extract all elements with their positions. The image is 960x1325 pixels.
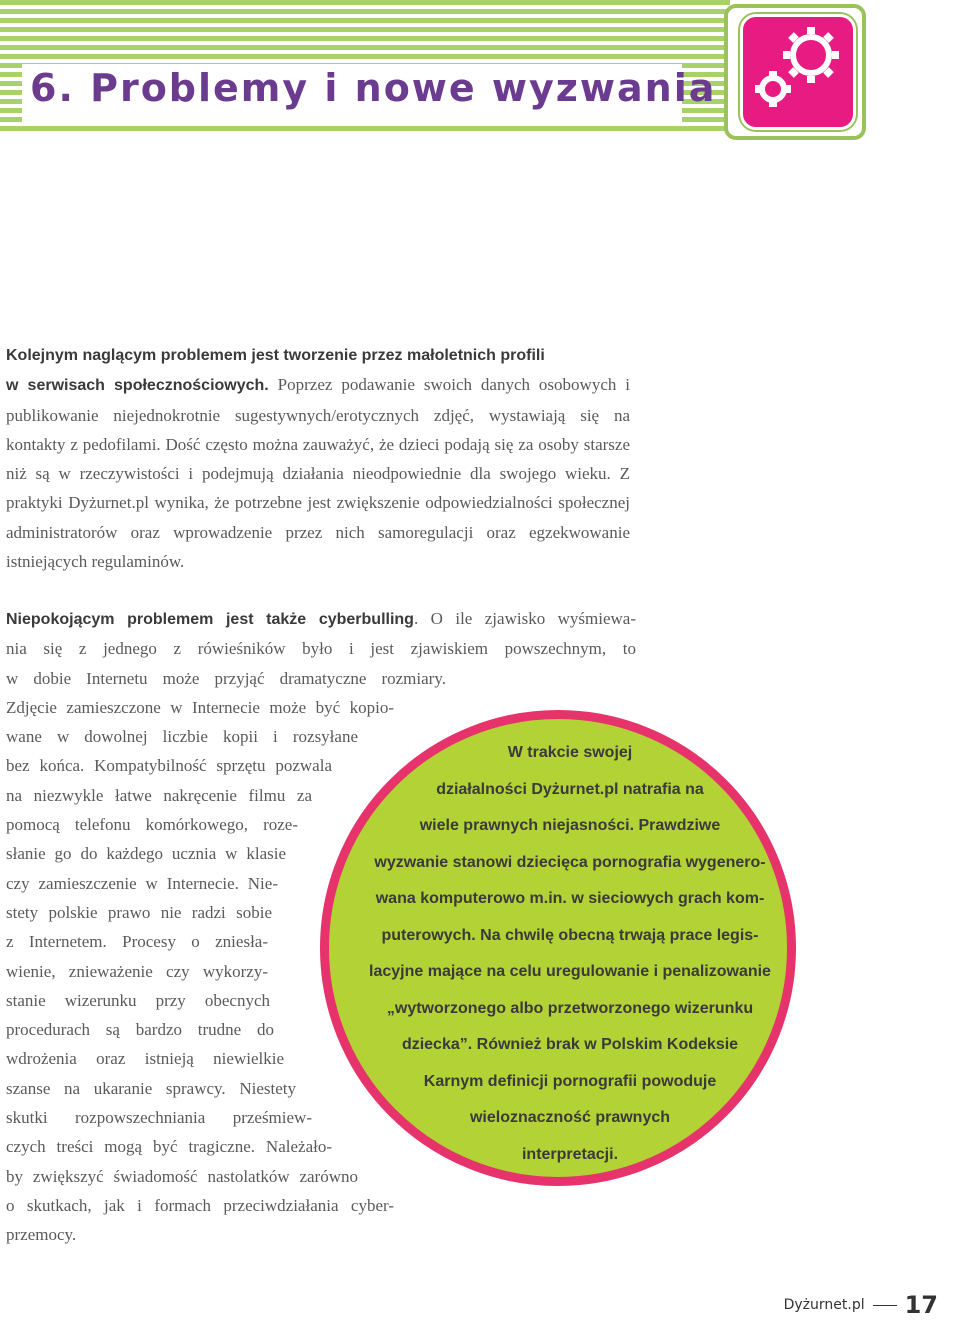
paragraph-line: procedurach są bardzo trudne do — [6, 1020, 274, 1040]
page-footer — [784, 1291, 938, 1319]
paragraph-profiles-lead-1: Kolejnym naglącym problemem jest tworzenie przez małoletnich profili — [6, 347, 545, 364]
paragraph-line: bez końca. Kompatybilność sprzętu pozwala — [6, 756, 332, 776]
page-number: 17 — [904, 1291, 938, 1319]
paragraph-line: by zwiększyć świadomość nastolatków zarówno — [6, 1166, 358, 1186]
paragraph-line: nia się z jednego z rówieśników było i jest zjawiskiem powszechnym, to — [6, 639, 636, 659]
paragraph-line: słanie go do każdego ucznia w klasie — [6, 844, 286, 864]
callout-line: Karnym definicji pornografii powoduje — [423, 1072, 717, 1090]
paragraph-line: o skutkach, jak i formach przeciwdziałania cyber- — [6, 1195, 394, 1215]
callout-line: „wytworzonego albo przetworzonego wizerunku — [386, 999, 754, 1017]
paragraph-line: wdrożenia oraz istnieją niewielkie — [6, 1049, 284, 1069]
paragraph-line: Niepokojącym problemem jest także cyberbulling. O ile zjawisko wyśmiewa- — [6, 609, 636, 628]
callout-line: W trakcie swojej — [507, 744, 633, 761]
footer-divider — [873, 1305, 897, 1306]
paragraph-line: przemocy. — [6, 1225, 77, 1245]
callout-line: wieloznaczność prawnych — [469, 1109, 671, 1126]
paragraph-line: czych treści mogą być tragiczne. Należało- — [6, 1137, 332, 1157]
paragraph-line: stety polskie prawo nie radzi sobie — [6, 902, 272, 922]
paragraph-line: szanse na ukaranie sprawcy. Niestety — [6, 1078, 296, 1098]
paragraph-line: na niezwykle łatwe nakręcenie filmu za — [6, 785, 312, 805]
paragraph-line: wienie, znieważenie czy wykorzy- — [6, 961, 268, 981]
callout-line: puterowych. Na chwilę obecną trwają prace legis- — [381, 926, 759, 944]
paragraph-line: stanie wizerunku przy obecnych — [6, 990, 270, 1010]
gears-icon — [740, 14, 856, 130]
paragraph-line: czy zamieszczenie w Internecie. Nie- — [6, 873, 278, 893]
paragraph-profiles-body: Poprzez podawanie swoich danych osobowych i publikowanie niejednokrotnie sugestywnych/erotycznych zdjęć, wystawiają się na kontakty z pedofilami. Dość często można zauważyć, że dzieci podają się za osoby starsze niż są w rzeczywistości i podejmują działania nieodpowiednie dla swojego wieku. Z praktyki Dyżurnet.pl wynika, że potrzebne jest zwiększenie odpowiedzialności społecznej administratorów oraz wprowadzenie przez nich samoregulacji oraz egzekwowanie istniejących regulaminów. — [6, 375, 630, 572]
callout-line: wyzwanie stanowi dziecięca pornografia wygenero- — [374, 853, 766, 871]
footer-brand: Dyżurnet.pl — [783, 1297, 865, 1313]
paragraph-profiles-lead-2: w serwisach społecznościowych. — [6, 377, 269, 395]
callout-line: działalności Dyżurnet.pl natrafia na — [436, 780, 704, 798]
paragraph-line: z Internetem. Procesy o zniesła- — [6, 932, 268, 952]
callout-line: wana komputerowo m.in. w sieciowych grach kom- — [375, 890, 765, 907]
callout-line: lacyjne mające na celu uregulowanie i penalizowanie — [369, 963, 771, 980]
paragraph-cyberbullying-lead: Niepokojącym problemem jest także cyberbulling — [6, 611, 414, 628]
section-icon-frame — [724, 4, 866, 140]
paragraph-line: w dobie Internetu może przyjąć dramatyczne rozmiary. — [6, 668, 446, 688]
paragraph-profiles — [6, 341, 630, 576]
callout-text — [340, 735, 800, 1173]
paragraph-line: Zdjęcie zamieszczone w Internecie może być kopio- — [6, 697, 394, 717]
page-title: 6. Problemy i nowe wyzwania — [30, 66, 717, 110]
callout-line: dziecka”. Również brak w Polskim Kodeksie — [401, 1036, 739, 1053]
paragraph-line: wane w dowolnej liczbie kopii i rozsyłane — [6, 727, 358, 747]
callout-line: interpretacji. — [521, 1145, 619, 1163]
callout-line: wiele prawnych niejasności. Prawdziwe — [419, 817, 721, 834]
paragraph-line: skutki rozpowszechniania prześmiew- — [6, 1108, 312, 1128]
paragraph-line: pomocą telefonu komórkowego, roze- — [6, 815, 298, 835]
